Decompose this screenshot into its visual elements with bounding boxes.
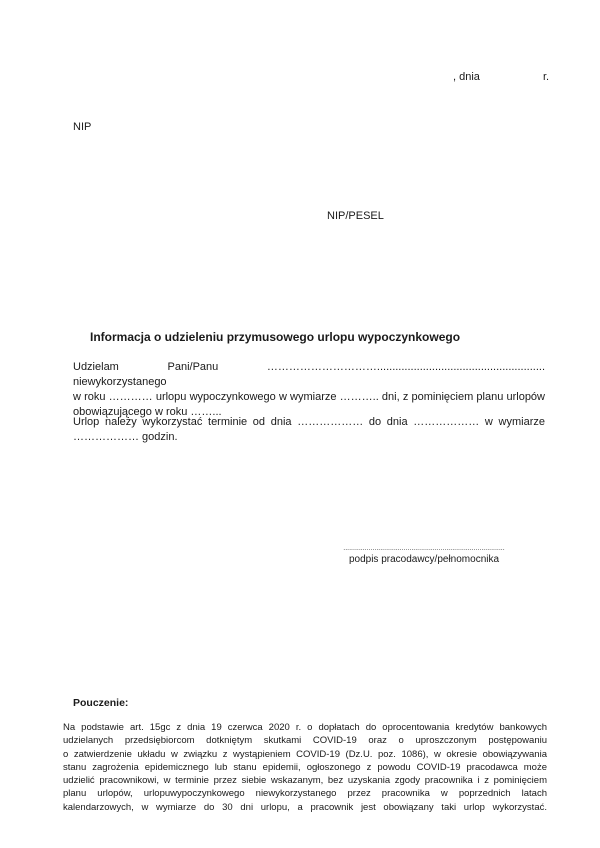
nip-pesel-label: NIP/PESEL (327, 210, 384, 222)
notice-line: udzielić pracownikowi, w terminie przez siebie wskazanym, bez uzyskania zgody pracownika i z pominięciem (63, 775, 547, 787)
notice-line: Na podstawie art. 15gc z dnia 19 czerwca 2020 r. o dopłatach do oprocentowania kredytów bankowych (63, 722, 547, 733)
date-line-year-suffix: r. (543, 71, 550, 83)
date-line-prefix: , dnia (453, 71, 480, 83)
notice-line: stanu zagrożenia epidemicznego lub stanu epidemii, ogłoszonego z powodu COVID-19 pracodawca może (63, 761, 547, 773)
signature-label: podpis pracodawcy/pełnomocnika (348, 554, 500, 565)
notice-heading: Pouczenie: (73, 697, 129, 709)
document-title: Informacja o udzieleniu przymusowego urlopu wypoczynkowego (90, 330, 461, 344)
signature-line: ................................................................................... (343, 545, 505, 552)
grant-paragraph-line: obowiązującego w roku ……... (73, 406, 222, 418)
notice-line: kalendarzowych, w wymiarze do 30 dni urlopu, a pracownik jest obowiązany taki urlop wykorzystać. (63, 801, 547, 813)
grant-paragraph-line: Udzielam Pani/Panu …………………………....................................................... niewykorzystanego (73, 361, 545, 388)
notice-line: o zatwierdzenie układu w związku z wystąpieniem COVID-19 (Dz.U. poz. 1086), w okresie obowiązywania (63, 748, 547, 760)
notice-line: planu urlopów, urlopuwypoczynkowego niewykorzystanego przez pracownika w poprzednich latach (63, 788, 547, 800)
signature-block (343, 545, 505, 566)
nip-label: NIP (73, 121, 92, 133)
grant-paragraph (73, 360, 545, 420)
deadline-paragraph-line: ……………… godzin. (73, 431, 178, 443)
deadline-paragraph-line: Urlop należy wykorzystać terminie od dnia ……………… do dnia ……………… w wymiarze (73, 416, 545, 428)
deadline-paragraph (73, 415, 545, 445)
grant-paragraph-line: w roku ………… urlopu wypoczynkowego w wymiarze ……….. dni, z pominięciem planu urlopów (73, 391, 545, 403)
notice-paragraph (63, 721, 547, 814)
notice-line: udzielanych przedsiębiorcom dotkniętym skutkami COVID-19 oraz o uproszczonym postępowaniu (63, 735, 547, 747)
